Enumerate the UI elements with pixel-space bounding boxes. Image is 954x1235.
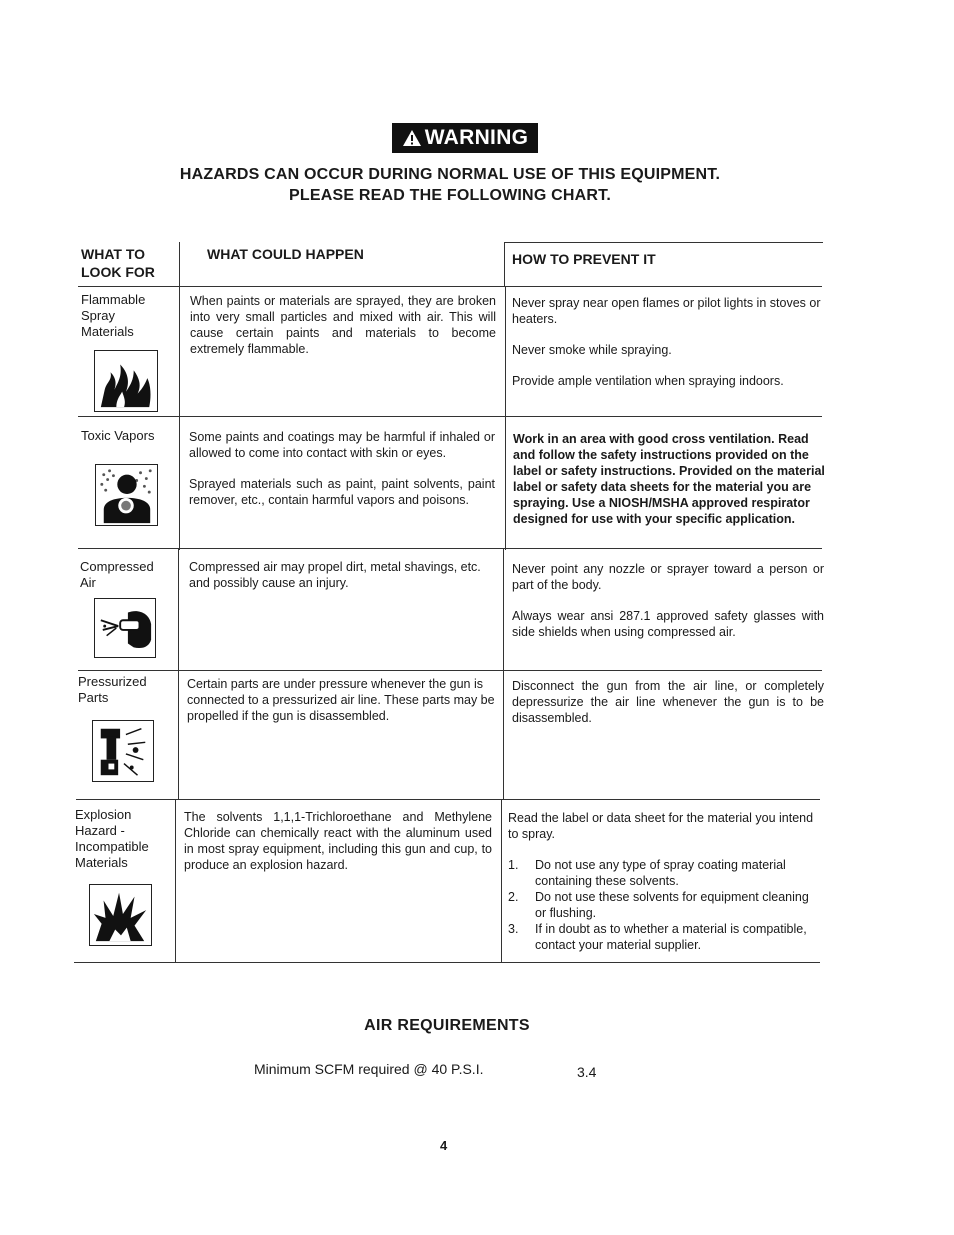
prevent-paragraph: Never spray near open flames or pilot lights in stoves or heaters.	[512, 296, 821, 326]
hazard-line: Flammable	[81, 292, 146, 307]
col-divider-head-1	[179, 242, 180, 286]
warning-banner	[392, 123, 538, 153]
pressurized-parts-icon	[92, 720, 154, 782]
hazard-line: Materials	[81, 324, 134, 339]
happen-paragraph: Compressed air may propel dirt, metal shavings, etc. and possibly cause an injury.	[189, 560, 481, 590]
warning-label: WARNING	[424, 126, 529, 149]
table-bottom-rule	[74, 962, 820, 963]
headline-line-2: PLEASE READ THE FOLLOWING CHART.	[289, 187, 611, 204]
prevent-paragraph: Work in an area with good cross ventilation. Read and follow the safety instructions provided on the label or safety instructions. Provided on the material label or safety data sheets for the material you are spraying. Use a NIOSH/MSHA approved respirator designed for use with your specific application.	[513, 432, 825, 526]
hazard-label-pressurized-parts	[78, 674, 168, 706]
hazard-line: Parts	[78, 690, 109, 705]
header-what-could-happen: WHAT COULD HAPPEN	[207, 246, 364, 262]
prevent-text-flammable	[512, 295, 824, 389]
hazard-label-compressed-air	[80, 559, 170, 591]
col-divider-2a	[505, 286, 506, 550]
list-item	[508, 921, 822, 953]
step-text: Do not use these solvents for equipment cleaning or flushing.	[535, 890, 809, 920]
prevent-paragraph: Always wear ansi 287.1 approved safety glasses with side shields when using compressed air.	[512, 609, 824, 639]
hazard-line: Incompatible	[75, 839, 149, 854]
air-requirements-label: Minimum SCFM required @ 40 P.S.I.	[254, 1061, 484, 1077]
header-what-to-look-for-line1: WHAT TO	[81, 246, 146, 262]
step-number: 3.	[508, 922, 519, 936]
prevent-steps-list	[508, 857, 822, 953]
happen-paragraph: Certain parts are under pressure whenever the gun is connected to a pressurized air line. These parts may be propelled if the gun is disassembled.	[187, 677, 495, 723]
toxic-vapor-icon	[95, 464, 158, 526]
prevent-intro: Read the label or data sheet for the material you intend to spray.	[508, 811, 814, 841]
hazard-line: Air	[80, 575, 96, 590]
step-number: 1.	[508, 858, 519, 872]
happen-text-pressurized-parts	[187, 676, 497, 724]
fire-icon	[94, 350, 158, 412]
happen-text-compressed-air	[189, 559, 499, 591]
row-divider-4	[76, 799, 820, 800]
table-top-rule	[505, 242, 823, 243]
hazard-line: Materials	[75, 855, 128, 870]
warning-triangle-icon	[402, 129, 422, 147]
explosion-icon	[89, 884, 152, 946]
prevent-paragraph: Disconnect the gun from the air line, or completely depressurize the air line whenever the gun is to be disassembled.	[512, 679, 824, 725]
air-requirements-value: 3.4	[577, 1064, 597, 1080]
list-item	[508, 857, 822, 889]
header-bottom-rule	[78, 286, 822, 287]
hazard-label-flammable	[81, 292, 171, 340]
hazard-line: Spray	[81, 308, 115, 323]
step-text: If in doubt as to whether a material is compatible, contact your material supplier.	[535, 922, 807, 952]
header-what-to-look-for-line2: LOOK FOR	[81, 264, 155, 280]
col-divider-head-2	[504, 242, 505, 286]
row-divider-3	[78, 670, 822, 671]
happen-text-flammable	[190, 293, 496, 357]
hazard-line: Compressed	[80, 559, 154, 574]
hazard-label-explosion	[75, 807, 173, 871]
col-divider-2c	[501, 799, 502, 963]
header-how-to-prevent: HOW TO PREVENT IT	[512, 251, 656, 267]
col-divider-1a	[179, 286, 180, 550]
header-what-to-look-for	[81, 245, 155, 281]
prevent-paragraph: Never smoke while spraying.	[512, 343, 672, 357]
compressed-air-icon	[94, 598, 156, 658]
prevent-text-explosion	[508, 810, 822, 953]
col-divider-1b	[178, 548, 179, 800]
col-divider-2b	[503, 548, 504, 800]
happen-text-toxic-vapors	[189, 429, 495, 508]
hazard-line: Explosion	[75, 807, 132, 822]
prevent-text-pressurized-parts	[512, 678, 824, 726]
happen-text-explosion	[184, 809, 492, 873]
hazard-line: Toxic Vapors	[81, 428, 155, 443]
happen-paragraph: When paints or materials are sprayed, they are broken into very small particles and mixed with air. This will cause certain paints and materials to become extremely flammable.	[190, 294, 496, 356]
list-item	[508, 889, 822, 921]
row-divider-2	[78, 548, 822, 549]
headline-line-1: HAZARDS CAN OCCUR DURING NORMAL USE OF THIS EQUIPMENT.	[179, 166, 721, 183]
step-text: Do not use any type of spray coating material containing these solvents.	[535, 858, 786, 888]
happen-paragraph: The solvents 1,1,1-Trichloroethane and Methylene Chloride can chemically react with the aluminum used in most spray equipment, including this gun and cup, to produce an explosion hazard.	[184, 810, 492, 872]
hazard-label-toxic-vapors	[81, 428, 176, 444]
step-number: 2.	[508, 890, 519, 904]
hazard-line: Hazard -	[75, 823, 125, 838]
air-requirements-title: AIR REQUIREMENTS	[364, 1017, 530, 1034]
prevent-text-compressed-air	[512, 561, 824, 640]
prevent-paragraph: Provide ample ventilation when spraying indoors.	[512, 374, 784, 388]
prevent-paragraph: Never point any nozzle or sprayer toward a person or part of the body.	[512, 562, 824, 592]
happen-paragraph: Sprayed materials such as paint, paint solvents, paint remover, etc., contain harmful vapors and poisons.	[189, 477, 495, 507]
page-number: 4	[440, 1138, 448, 1153]
happen-paragraph: Some paints and coatings may be harmful if inhaled or allowed to come into contact with skin or eyes.	[189, 430, 495, 460]
row-divider-1	[78, 416, 822, 417]
col-divider-1c	[175, 799, 176, 963]
prevent-text-toxic-vapors	[513, 431, 825, 527]
hazard-line: Pressurized	[78, 674, 147, 689]
